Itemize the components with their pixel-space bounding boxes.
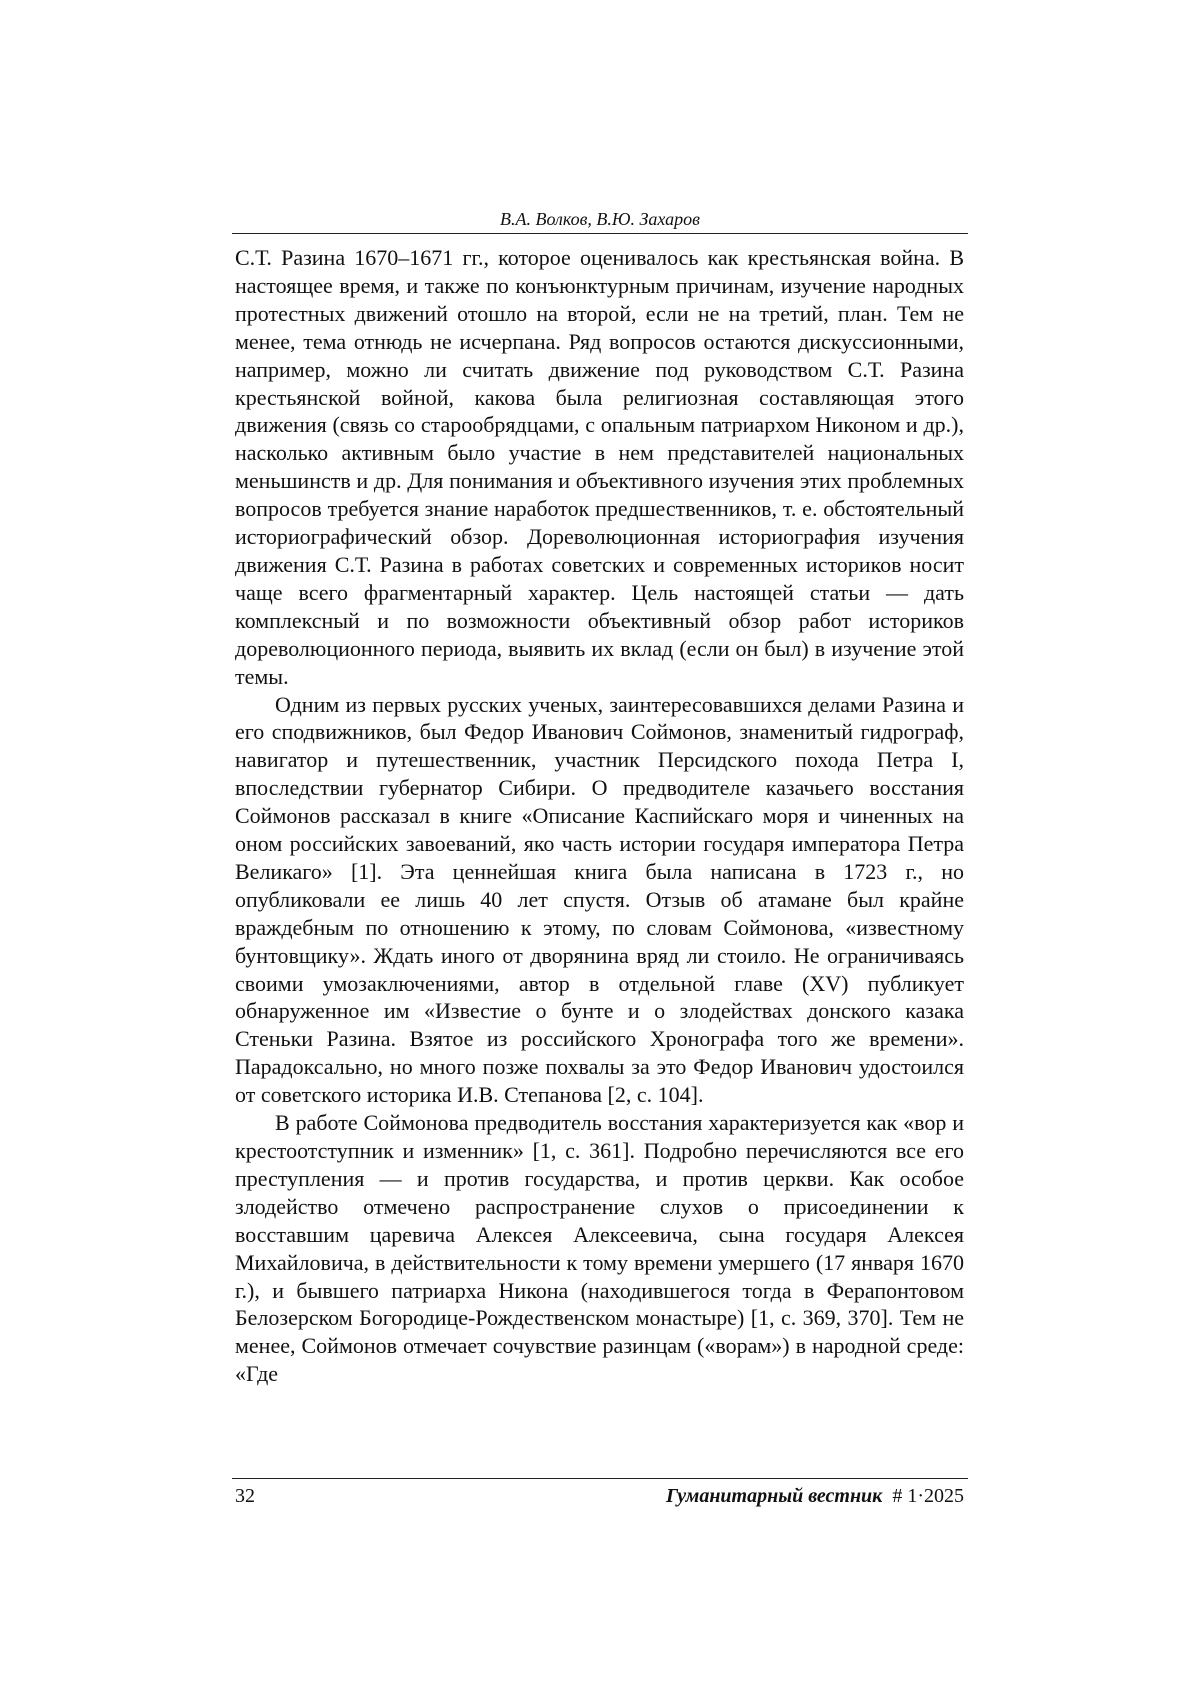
paragraph-3: В работе Соймонова предводитель восстания характеризуется как «вор и крестоотступник и изменник» [1, с. 361]. Подробно перечисляются все его преступления — и против государства, и против церкви. Как особое злодейство отмечено распространение слухов о присоединении к восставшим царевича Алексея Алексеевича, сына государя Алексея Михайловича, в действительности к тому времени умершего (17 января 1670 г.), и бывшего патриарха Никона (находившегося тогда в Ферапонтовом Белозерском Богородице-Рождественском монастыре) [1, с. 369, 370]. Тем не менее, Соймонов отмечает сочувствие разинцам («ворам») в народной среде: «Где: [235, 1110, 964, 1387]
paragraph-2: Одним из первых русских ученых, заинтересовавшихся делами Разина и его сподвижников, был Федор Иванович Соймонов, знаменитый гидрограф, навигатор и путешественник, участник Персидского похода Петра I, впоследствии губернатор Сибири. О предводителе казачьего восстания Соймонов рассказал в книге «Описание Каспийскаго моря и чиненных на оном российских завоеваний, яко часть истории государя императора Петра Великаго» [1]. Эта ценнейшая книга была написана в 1723 г., но опубликовали ее лишь 40 лет спустя. Отзыв об атамане был крайне враждебным по отношению к этому, по словам Соймонова, «известному бунтовщику». Ждать иного от дворянина вряд ли стоило. Не ограничиваясь своими умозаключениями, автор в отдельной главе (XV) публикует обнаруженное им «Известие о бунте и о злодействах донского казака Стеньки Разина. Взятое из российского Хронографа того же времени». Парадоксально, но много позже похвалы за это Федор Иванович удостоился от советского историка И.В. Степанова [2, с. 104].: [235, 691, 964, 1108]
journal-issue: # 1·2025: [892, 1485, 964, 1507]
paragraph-1: С.Т. Разина 1670–1671 гг., которое оценивалось как крестьянская война. В настоящее время, и также по конъюнктурным причинам, изучение народных протестных движений отошло на второй, если не на третий, план. Тем не менее, тема отнюдь не исчерпана. Ряд вопросов остаются дискуссионными, например, можно ли считать движение под руководством С.Т. Разина крестьянской войной, какова была религиозная составляющая этого движения (связь со старообрядцами, с опальным патриархом Никоном и др.), насколько активным было участие в нем представителей национальных меньшинств и др. Для понимания и объективного изучения этих проблемных вопросов требуется знание наработок предшественников, т. е. обстоятельный историографический обзор. Дореволюционная историография изучения движения С.Т. Разина в работах советских и современных историков носит чаще всего фрагментарный характер. Цель настоящей статьи — дать комплексный и по возможности объективный обзор работ историков дореволюционного периода, выявить их вклад (если он был) в изучение этой темы.: [235, 245, 964, 689]
article-body: [235, 244, 964, 1388]
journal-info: [666, 1483, 964, 1509]
footer-rule: [232, 1478, 968, 1479]
running-header-authors: В.А. Волков, В.Ю. Захаров: [500, 209, 700, 229]
page-number: 32: [235, 1485, 255, 1507]
header-rule: [232, 233, 968, 234]
journal-name: Гуманитарный вестник: [666, 1485, 883, 1507]
